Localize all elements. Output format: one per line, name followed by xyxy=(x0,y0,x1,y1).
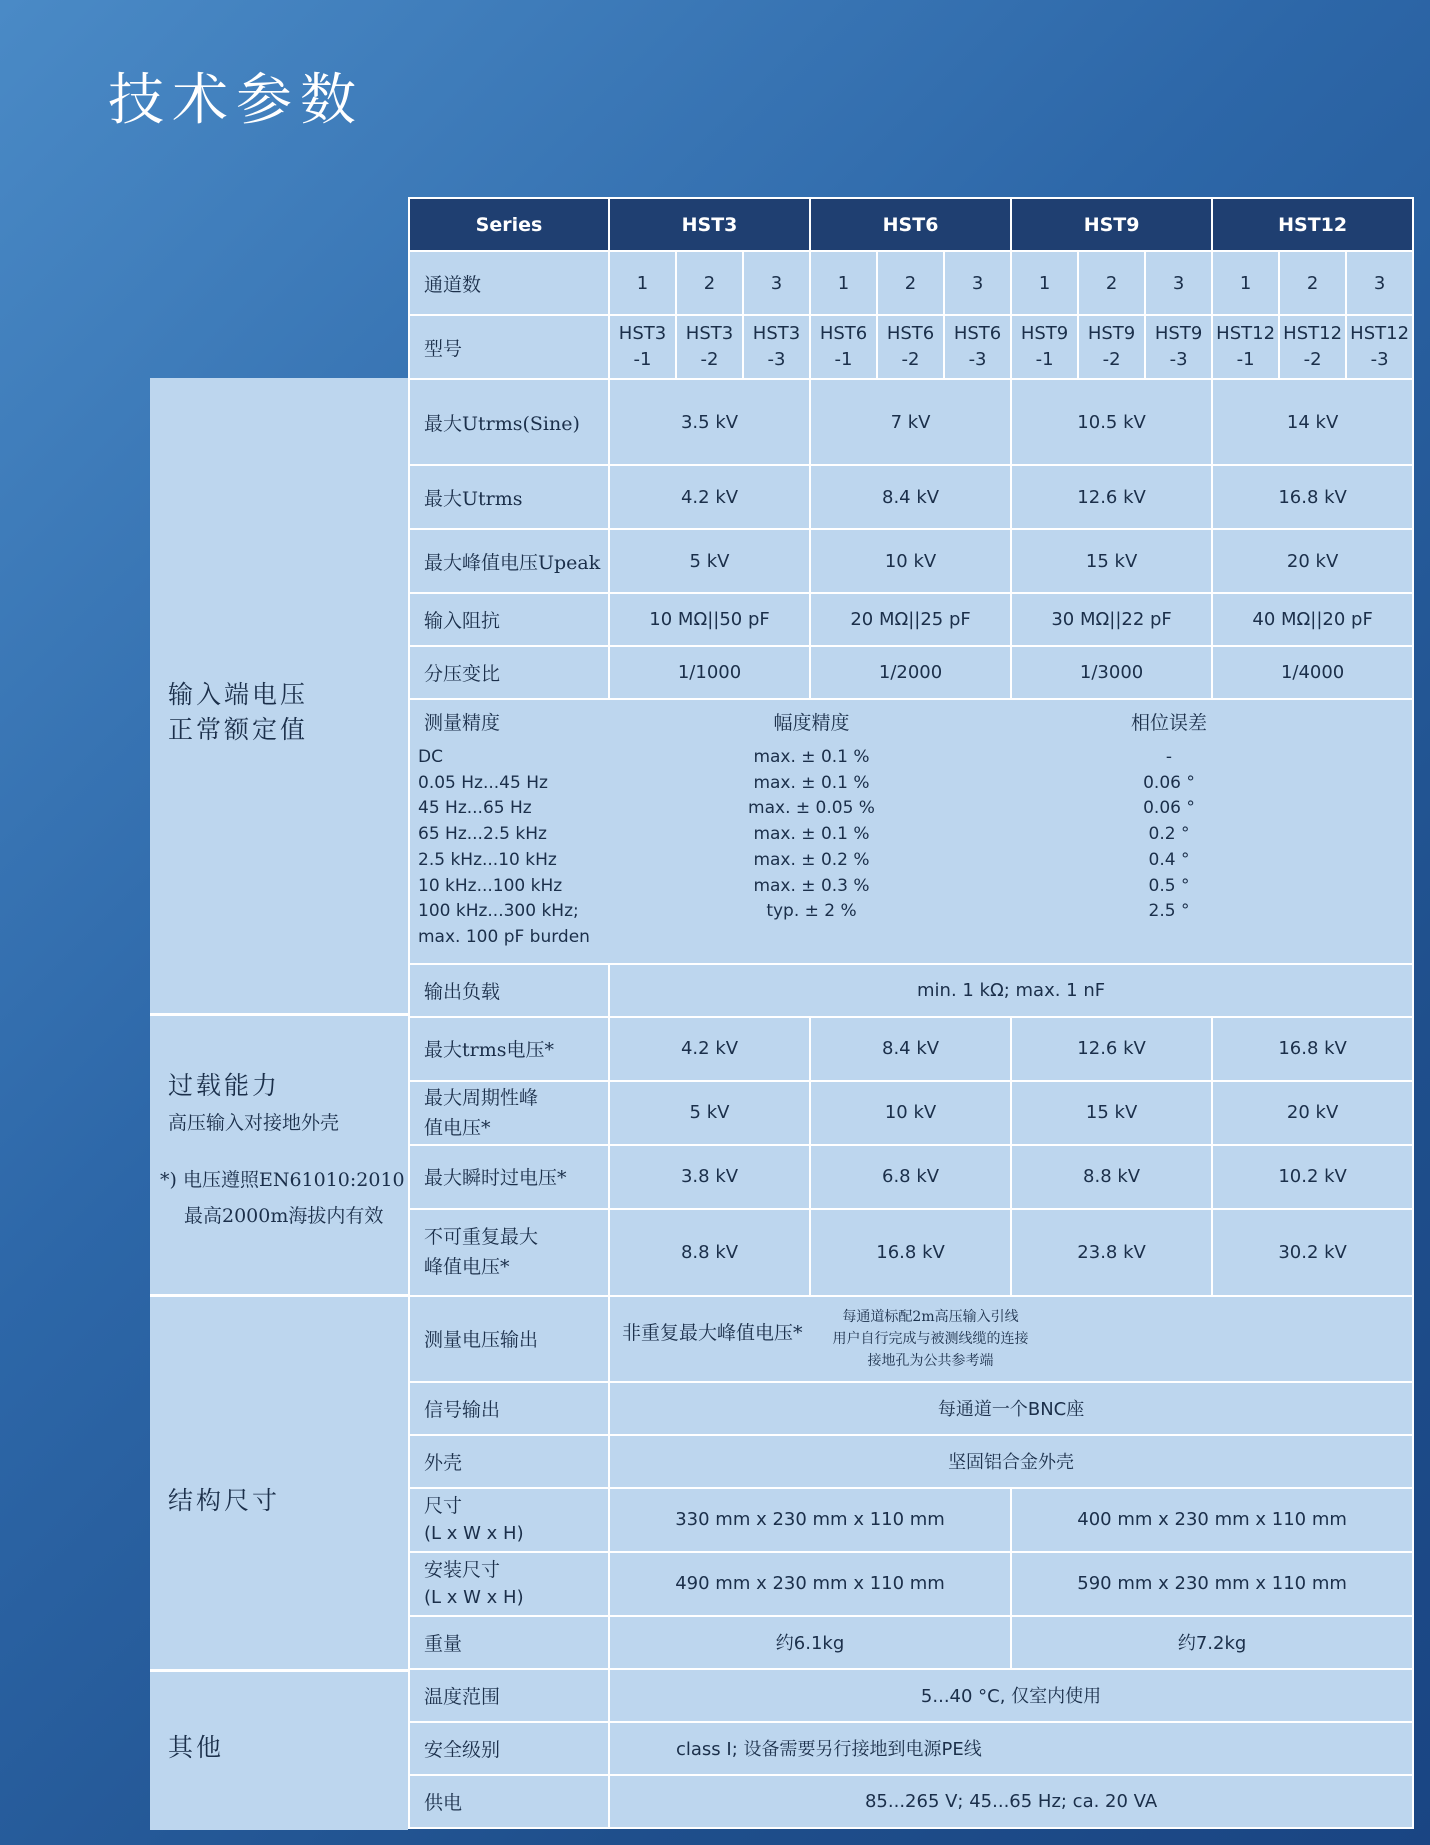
channel-cell: 1 xyxy=(810,251,877,315)
channels-row xyxy=(409,251,1413,315)
row-label: 信号输出 xyxy=(409,1382,609,1435)
phase-item: 2.5 ° xyxy=(1148,901,1190,922)
type-cell: HST12 -3 xyxy=(1346,315,1413,379)
channel-cell: 1 xyxy=(1011,251,1078,315)
value-cell: 5 kV xyxy=(609,529,810,593)
phase-item: 0.06 ° xyxy=(1143,798,1195,819)
value-cell: 8.4 kV xyxy=(810,465,1011,529)
channel-cell: 2 xyxy=(877,251,944,315)
amplitude-header: 幅度精度 xyxy=(773,712,850,734)
value-cell: 5...40 °C, 仅室内使用 xyxy=(609,1669,1413,1722)
load-row xyxy=(409,964,1413,1017)
accuracy-label: 测量精度 xyxy=(424,712,501,734)
trms-row xyxy=(409,1017,1413,1081)
channel-cell: 3 xyxy=(743,251,810,315)
dims-row xyxy=(409,1488,1413,1552)
value-cell: 10.5 kV xyxy=(1011,379,1212,465)
temp-row xyxy=(409,1669,1413,1722)
amplitude-item: max. ± 0.3 % xyxy=(753,875,870,896)
row-label: 供电 xyxy=(409,1775,609,1828)
row-label: 最大Utrms xyxy=(409,465,609,529)
model-header: HST6 xyxy=(810,198,1011,251)
amplitude-column xyxy=(624,745,999,951)
group-divider xyxy=(150,1294,408,1297)
phase-item: 0.06 ° xyxy=(1143,772,1195,793)
amplitude-item: max. ± 0.1 % xyxy=(753,747,870,767)
value-cell: 4.2 kV xyxy=(609,1017,810,1081)
value-cell: 10 kV xyxy=(810,1081,1011,1145)
power-row xyxy=(409,1775,1413,1828)
row-label: 外壳 xyxy=(409,1435,609,1488)
page-title: 技术参数 xyxy=(108,68,364,133)
channel-cell: 1 xyxy=(1212,251,1279,315)
value-cell: 8.8 kV xyxy=(1011,1145,1212,1209)
frequency-item: max. 100 pF burden xyxy=(418,926,590,947)
value-cell: 3.8 kV xyxy=(609,1145,810,1209)
value-cell: 3.5 kV xyxy=(609,379,810,465)
channel-cell: 2 xyxy=(1279,251,1346,315)
value-cell: 20 kV xyxy=(1212,1081,1413,1145)
type-cell: HST3 -1 xyxy=(609,315,676,379)
transient-row xyxy=(409,1145,1413,1209)
row-label: 最大峰值电压Upeak xyxy=(409,529,609,593)
value-cell: 10 kV xyxy=(810,529,1011,593)
value-cell: 16.8 kV xyxy=(810,1209,1011,1296)
value-cell: 330 mm x 230 mm x 110 mm xyxy=(609,1488,1011,1552)
value-cell: 7 kV xyxy=(810,379,1011,465)
row-label: 分压变比 xyxy=(409,646,609,699)
group-structure-label: 结构尺寸 xyxy=(168,1486,281,1515)
type-cell: HST9 -2 xyxy=(1078,315,1145,379)
amplitude-item: typ. ± 2 % xyxy=(766,901,857,922)
channel-cell: 3 xyxy=(1145,251,1212,315)
value-cell: 85...265 V; 45...65 Hz; ca. 20 VA xyxy=(609,1775,1413,1828)
value-cell: 14 kV xyxy=(1212,379,1413,465)
group-overload-note: *) 电压遵照EN61010:2010 最高2000m海拔内有效 xyxy=(160,1169,405,1227)
phase-item: 0.4 ° xyxy=(1148,849,1190,870)
value-cell: 8.4 kV xyxy=(810,1017,1011,1081)
phase-header: 相位误差 xyxy=(1130,712,1207,734)
value-cell: 23.8 kV xyxy=(1011,1209,1212,1296)
meas-out-notes xyxy=(833,1306,1029,1372)
meas-out-main: 非重复最大峰值电压* xyxy=(622,1322,803,1345)
amplitude-item: max. ± 0.1 % xyxy=(753,772,870,793)
accuracy-row xyxy=(409,699,1413,964)
value-cell: 约6.1kg xyxy=(609,1616,1011,1669)
row-label: 最大Utrms(Sine) xyxy=(409,379,609,465)
row-label: 安全级别 xyxy=(409,1722,609,1775)
type-cell: HST9 -1 xyxy=(1011,315,1078,379)
phase-item: - xyxy=(1165,747,1173,767)
value-cell: 4.2 kV xyxy=(609,465,810,529)
amplitude-item: max. ± 0.05 % xyxy=(748,798,875,819)
utrms-sine-row xyxy=(409,379,1413,465)
signal-out-row xyxy=(409,1382,1413,1435)
utrms-row xyxy=(409,465,1413,529)
type-row xyxy=(409,315,1413,379)
model-header: HST12 xyxy=(1212,198,1413,251)
mount-row xyxy=(409,1552,1413,1616)
accuracy-values xyxy=(410,735,1412,963)
value-cell: 20 kV xyxy=(1212,529,1413,593)
phase-column xyxy=(1019,745,1319,951)
model-header: HST3 xyxy=(609,198,810,251)
value-cell: 6.8 kV xyxy=(810,1145,1011,1209)
accuracy-header xyxy=(410,700,1412,735)
row-label: 最大trms电压* xyxy=(409,1017,609,1081)
value-cell: 15 kV xyxy=(1011,1081,1212,1145)
amplitude-item: max. ± 0.2 % xyxy=(753,849,870,870)
type-cell: HST12 -1 xyxy=(1212,315,1279,379)
upeak-row xyxy=(409,529,1413,593)
nonrep-row xyxy=(409,1209,1413,1296)
value-cell: 30.2 kV xyxy=(1212,1209,1413,1296)
accuracy-block xyxy=(409,699,1413,964)
row-label: 重量 xyxy=(409,1616,609,1669)
frequency-item: DC xyxy=(418,747,443,767)
row-label: 温度范围 xyxy=(409,1669,609,1722)
value-cell: 坚固铝合金外壳 xyxy=(609,1435,1413,1488)
value-cell: 16.8 kV xyxy=(1212,465,1413,529)
type-cell: HST6 -1 xyxy=(810,315,877,379)
value-cell: 12.6 kV xyxy=(1011,465,1212,529)
value-cell: min. 1 kΩ; max. 1 nF xyxy=(609,964,1413,1017)
channel-cell: 1 xyxy=(609,251,676,315)
channel-cell: 2 xyxy=(1078,251,1145,315)
value-cell: 20 MΩ||25 pF xyxy=(810,593,1011,646)
frequency-column xyxy=(410,745,618,951)
value-cell: 590 mm x 230 mm x 110 mm xyxy=(1011,1552,1413,1616)
note-line: 每通道标配2m高压输入引线 xyxy=(842,1308,1019,1325)
group-overload-label: 过载能力 高压输入对接地外壳 xyxy=(168,1071,340,1134)
group-divider xyxy=(150,1669,408,1672)
model-header: HST9 xyxy=(1011,198,1212,251)
frequency-item: 45 Hz...65 Hz xyxy=(418,798,532,819)
value-cell: 10.2 kV xyxy=(1212,1145,1413,1209)
series-header: Series xyxy=(409,198,609,251)
meas-out-row xyxy=(409,1296,1413,1382)
weight-row xyxy=(409,1616,1413,1669)
ratio-row xyxy=(409,646,1413,699)
value-cell: 约7.2kg xyxy=(1011,1616,1413,1669)
type-cell: HST6 -2 xyxy=(877,315,944,379)
group-divider xyxy=(150,1013,408,1016)
phase-item: 0.2 ° xyxy=(1148,824,1190,845)
value-cell: 5 kV xyxy=(609,1081,810,1145)
channel-cell: 3 xyxy=(944,251,1011,315)
value-cell: 8.8 kV xyxy=(609,1209,810,1296)
row-label: 输出负载 xyxy=(409,964,609,1017)
value-cell: 16.8 kV xyxy=(1212,1017,1413,1081)
spec-table xyxy=(408,197,1414,1829)
row-label: 不可重复最大 峰值电压* xyxy=(409,1209,609,1296)
impedance-row xyxy=(409,593,1413,646)
frequency-item: 0.05 Hz...45 Hz xyxy=(418,772,548,793)
value-cell: 15 kV xyxy=(1011,529,1212,593)
value-cell: class I; 设备需要另行接地到电源PE线 xyxy=(609,1722,1413,1775)
safety-row xyxy=(409,1722,1413,1775)
row-label: 最大瞬时过电压* xyxy=(409,1145,609,1209)
row-label: 测量电压输出 xyxy=(409,1296,609,1382)
row-label: 型号 xyxy=(409,315,609,379)
channel-cell: 3 xyxy=(1346,251,1413,315)
value-cell: 12.6 kV xyxy=(1011,1017,1212,1081)
value-cell: 1/3000 xyxy=(1011,646,1212,699)
frequency-item: 2.5 kHz...10 kHz xyxy=(418,849,557,870)
phase-item: 0.5 ° xyxy=(1148,875,1190,896)
type-cell: HST3 -2 xyxy=(676,315,743,379)
row-label: 安装尺寸 (L x W x H) xyxy=(409,1552,609,1616)
frequency-item: 100 kHz...300 kHz; xyxy=(418,901,579,922)
value-cell: 30 MΩ||22 pF xyxy=(1011,593,1212,646)
value-cell: 每通道一个BNC座 xyxy=(609,1382,1413,1435)
row-label: 输入阻抗 xyxy=(409,593,609,646)
frequency-item: 65 Hz...2.5 kHz xyxy=(418,824,547,845)
value-cell: 40 MΩ||20 pF xyxy=(1212,593,1413,646)
type-cell: HST9 -3 xyxy=(1145,315,1212,379)
header-row xyxy=(409,198,1413,251)
value-cell: 1/4000 xyxy=(1212,646,1413,699)
value-cell: 1/1000 xyxy=(609,646,810,699)
type-cell: HST6 -3 xyxy=(944,315,1011,379)
housing-row xyxy=(409,1435,1413,1488)
value-cell: 10 MΩ||50 pF xyxy=(609,593,810,646)
group-other-label: 其他 xyxy=(168,1733,225,1762)
meas-out-cell xyxy=(609,1296,1413,1382)
note-line: 用户自行完成与被测线缆的连接 xyxy=(832,1330,1029,1347)
frequency-item: 10 kHz...100 kHz xyxy=(418,875,563,896)
value-cell: 490 mm x 230 mm x 110 mm xyxy=(609,1552,1011,1616)
note-line: 接地孔为公共参考端 xyxy=(867,1352,994,1369)
row-label: 尺寸 (L x W x H) xyxy=(409,1488,609,1552)
value-cell: 1/2000 xyxy=(810,646,1011,699)
type-cell: HST12 -2 xyxy=(1279,315,1346,379)
type-cell: HST3 -3 xyxy=(743,315,810,379)
group-input-label: 输入端电压 正常额定值 xyxy=(168,680,309,744)
amplitude-item: max. ± 0.1 % xyxy=(753,824,870,845)
periodic-row xyxy=(409,1081,1413,1145)
channel-cell: 2 xyxy=(676,251,743,315)
row-label: 最大周期性峰 值电压* xyxy=(409,1081,609,1145)
value-cell: 400 mm x 230 mm x 110 mm xyxy=(1011,1488,1413,1552)
row-label: 通道数 xyxy=(409,251,609,315)
